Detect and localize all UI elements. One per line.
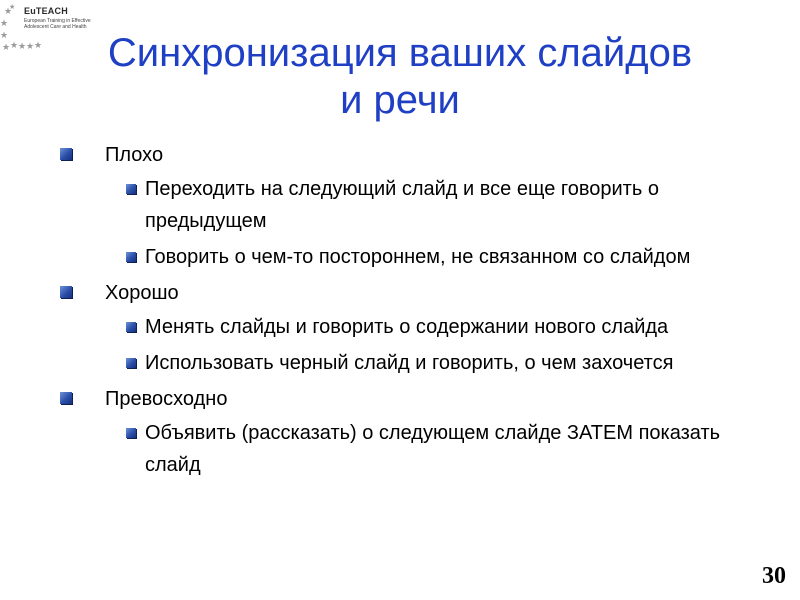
square-bullet-icon xyxy=(126,428,136,438)
list-item xyxy=(123,347,745,379)
square-bullet-icon xyxy=(126,184,136,194)
square-bullet-icon xyxy=(60,392,72,404)
slide-body xyxy=(60,139,760,485)
list-item-text: Использовать черный слайд и говорить, о чем захочется xyxy=(145,352,674,374)
list-item-text: Менять слайды и говорить о содержании нового слайда xyxy=(145,316,669,338)
square-bullet-icon xyxy=(60,148,72,160)
svg-text:★: ★ xyxy=(0,19,9,29)
page-number: 30 xyxy=(762,563,786,589)
list-item xyxy=(123,417,745,481)
square-bullet-icon xyxy=(60,286,72,298)
section-heading-text: Плохо xyxy=(105,144,164,166)
square-bullet-icon xyxy=(126,252,136,262)
svg-text:★: ★ xyxy=(34,41,43,51)
slide-title-line-2: и речи xyxy=(340,78,460,122)
square-bullet-icon xyxy=(126,358,136,368)
list-item-text: Говорить о чем-то постороннем, не связанном со слайдом xyxy=(145,246,691,268)
section-heading-text: Превосходно xyxy=(105,388,228,410)
slide-title xyxy=(30,30,770,124)
section-heading xyxy=(60,139,760,171)
svg-text:★: ★ xyxy=(4,7,13,17)
svg-text:★: ★ xyxy=(10,41,19,51)
section-heading-text: Хорошо xyxy=(105,282,179,304)
list-item xyxy=(123,241,745,273)
logo-subtitle: European Training in Effective Adolescent Care and Health xyxy=(24,18,91,30)
list-item-text: Объявить (рассказать) о следующем слайде ЗАТЕМ показать слайд xyxy=(145,422,721,476)
svg-text:★: ★ xyxy=(2,43,11,53)
svg-text:★: ★ xyxy=(9,3,16,11)
svg-text:★: ★ xyxy=(18,42,27,52)
square-bullet-icon xyxy=(126,322,136,332)
list-item xyxy=(123,311,745,343)
svg-text:★: ★ xyxy=(26,42,35,52)
logo-name: EuTEACH xyxy=(24,6,68,16)
section-heading xyxy=(60,383,760,415)
section-heading xyxy=(60,277,760,309)
list-item xyxy=(123,173,745,237)
list-item-text: Переходить на следующий слайд и все еще говорить о предыдущем xyxy=(145,178,659,232)
svg-text:★: ★ xyxy=(0,31,9,41)
slide-title-line-1: Синхронизация ваших слайдов xyxy=(107,31,693,75)
